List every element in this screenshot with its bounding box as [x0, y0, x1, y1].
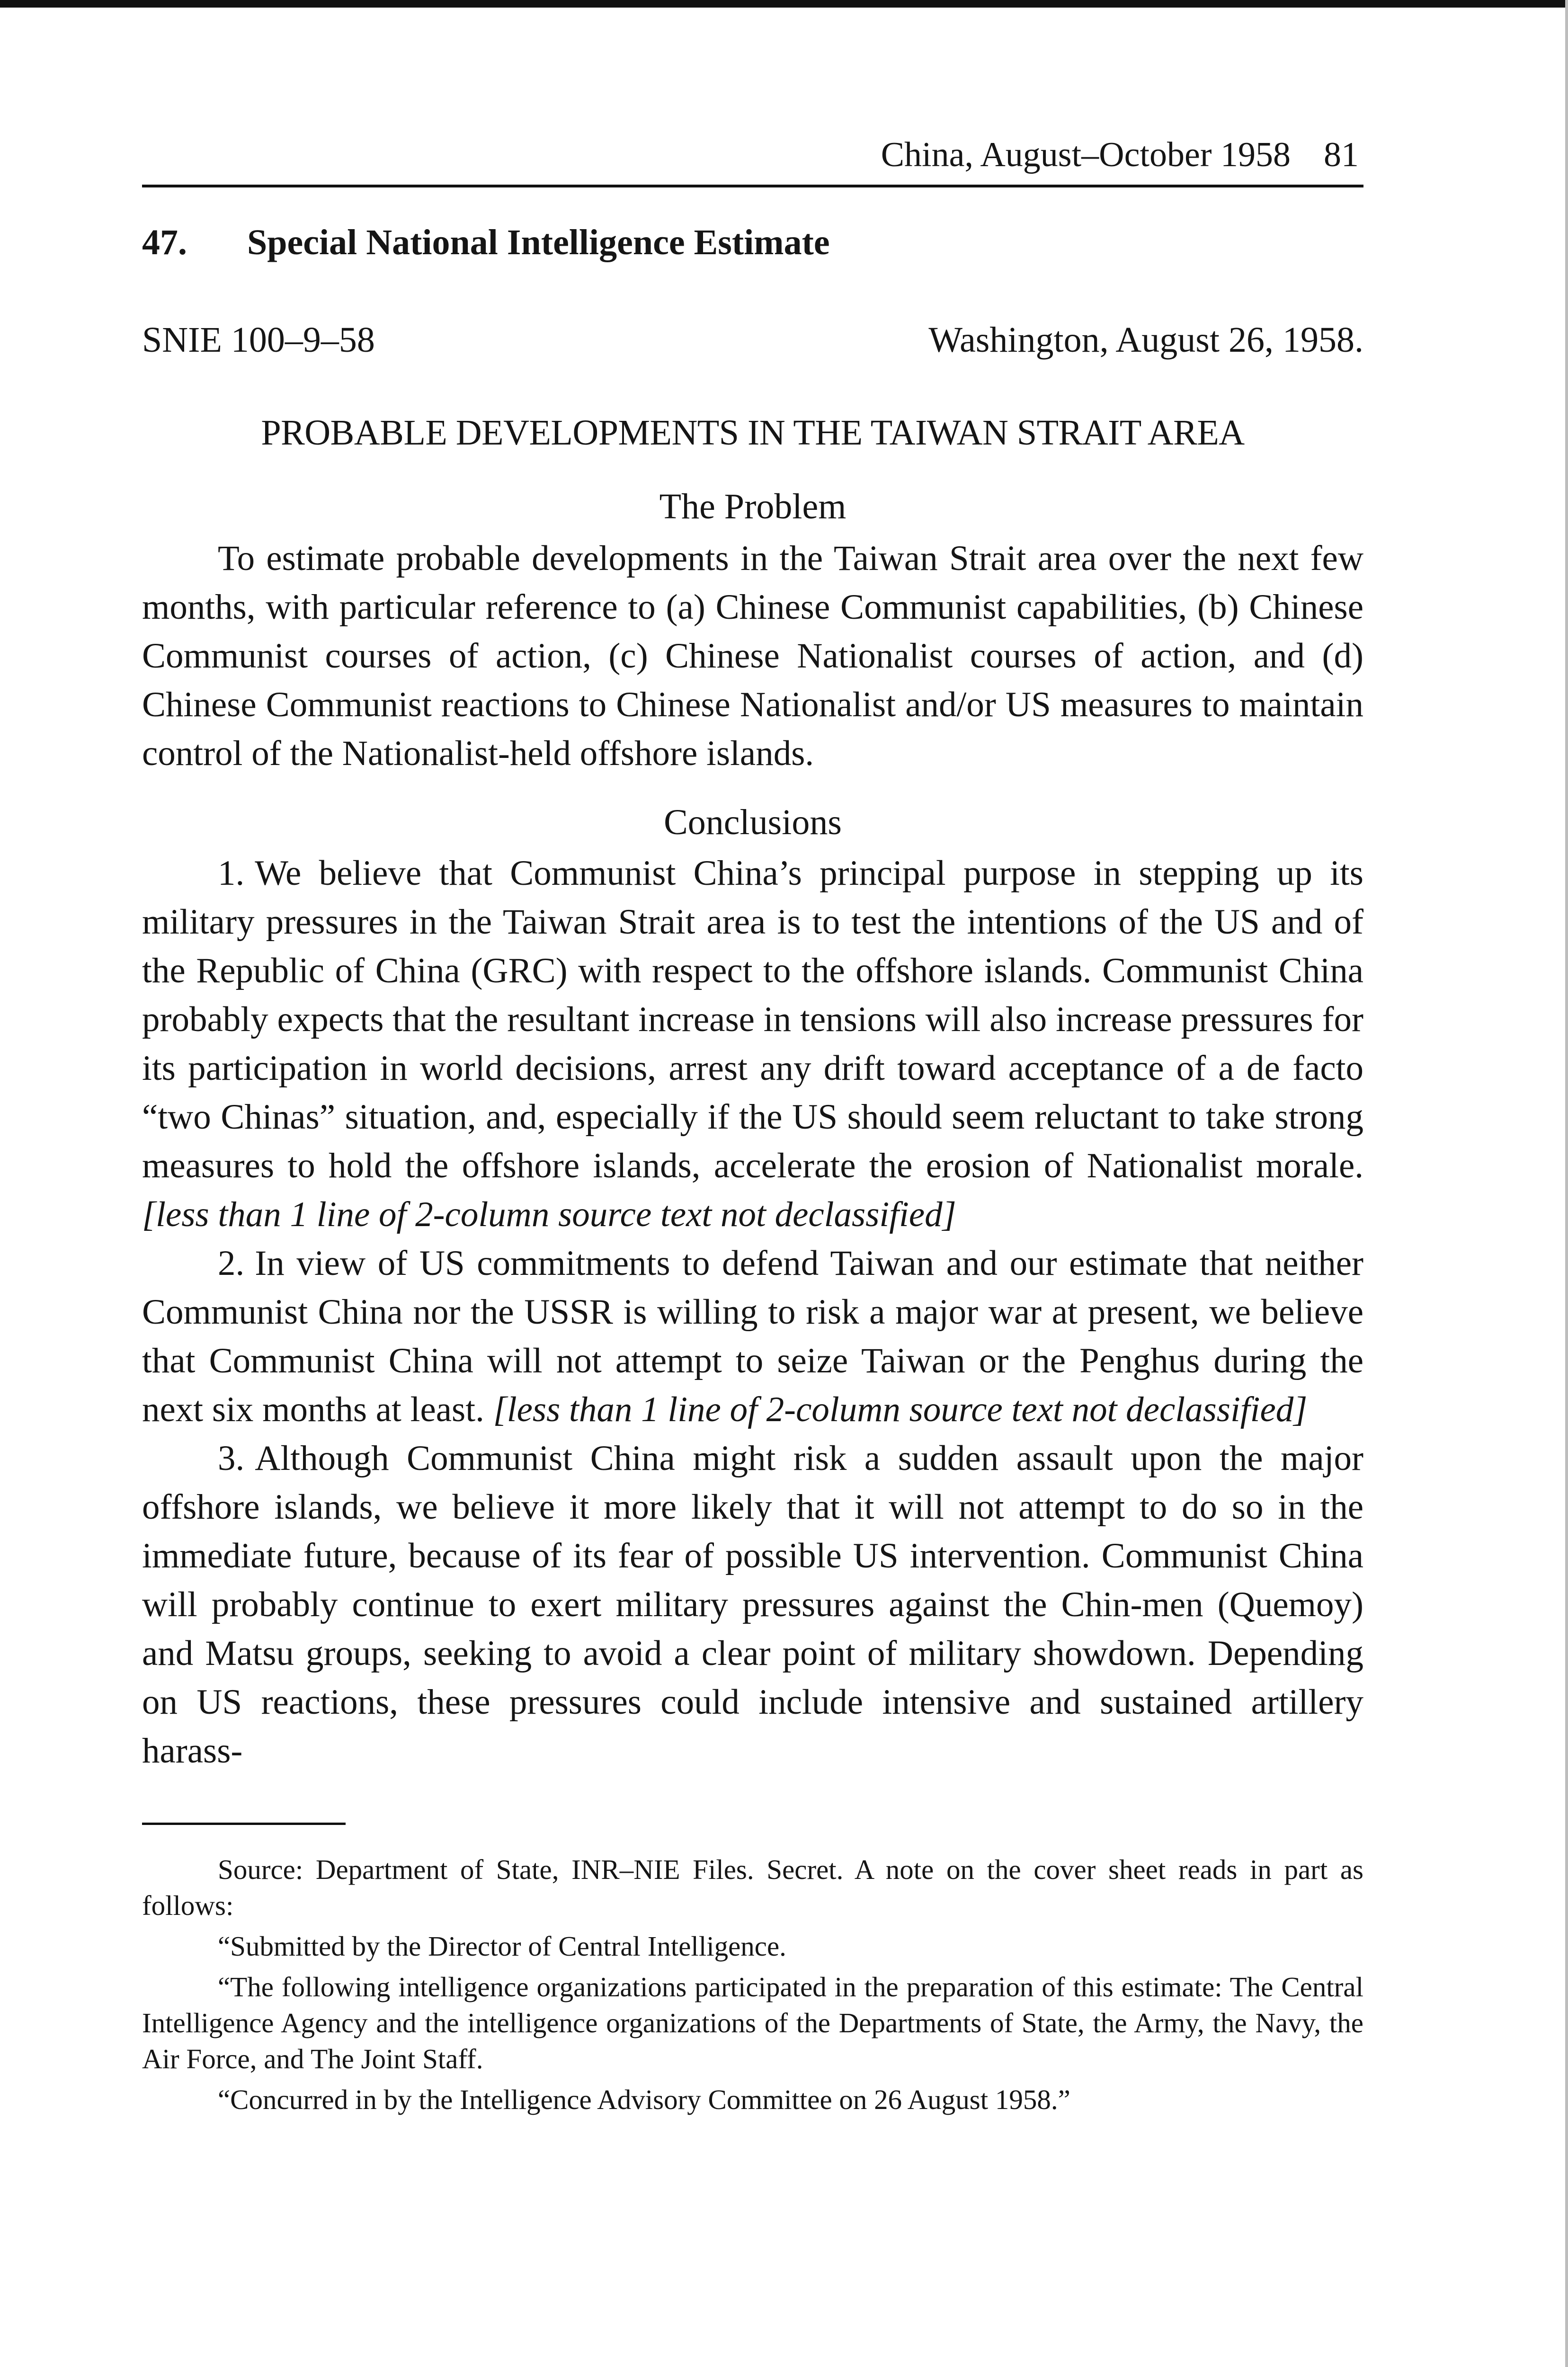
footnote-submitted: “Submitted by the Director of Central Intelligence.: [218, 1931, 786, 1962]
conclusion-paragraph-3: [142, 1434, 1363, 1775]
footnote-concurrence: “Concurred in by the Intelligence Advisory Committee on 26 August 1958.”: [218, 2084, 1070, 2115]
problem-heading: The Problem: [659, 487, 846, 526]
document-number: 47.: [142, 222, 187, 262]
conclusion-number-3: 3.: [218, 1439, 245, 1478]
document-place-date: Washington, August 26, 1958.: [928, 320, 1363, 360]
document-reference-id: SNIE 100–9–58: [142, 320, 375, 360]
running-head: [142, 137, 1363, 172]
footnotes: [142, 1851, 1363, 2118]
problem-paragraph: To estimate probable developments in the Taiwan Strait area over the next few months, with particular reference to (a) Chinese Communist capabilities, (b) Chinese Communist courses of action, (c) Chinese Nationalist courses of action, and (d) Chinese Communist reactions to Chinese Nationalist and/or US measures to maintain control of the Nationalist-held offshore islands.: [142, 539, 1363, 773]
conclusion-number-1: 1.: [218, 854, 245, 893]
document-title: Special National Intelligence Estimate: [247, 222, 830, 262]
footnote-source: Source: Department of State, INR–NIE Files. Secret. A note on the cover sheet reads in part as follows:: [142, 1854, 1363, 1921]
page-number: 81: [1324, 135, 1359, 174]
running-head-title: China, August–October 1958: [881, 135, 1291, 174]
document-page: [142, 137, 1363, 2122]
estimate-title: PROBABLE DEVELOPMENTS IN THE TAIWAN STRAIT AREA: [261, 413, 1245, 453]
declassification-note-1: [less than 1 line of 2-column source text not declassified]: [142, 1195, 956, 1234]
footnote-participants: “The following intelligence organizations participated in the preparation of this estimate: The Central Intelligence Agency and the intelligence organizations of the Departments of State, the Army, the Navy, the Air Force, and The Joint Staff.: [142, 1971, 1363, 2074]
header-rule: [142, 185, 1363, 187]
document-meta: [142, 322, 1363, 358]
conclusion-text-1: We believe that Communist China’s principal purpose in stepping up its military pressures in the Taiwan Strait area is to test the intentions of the US and of the Republic of China (GRC) with respect to the offshore islands. Communist China probably expects that the resultant increase in tensions will also increase pressures for its participation in world decisions, arrest any drift toward acceptance of a de facto “two Chinas” situation, and, especially if the US should seem reluctant to take strong measures to hold the offshore islands, accelerate the erosion of Nationalist morale.: [142, 854, 1363, 1185]
declassification-note-2: [less than 1 line of 2-column source text not declassified]: [493, 1390, 1308, 1429]
conclusion-number-2: 2.: [218, 1244, 245, 1283]
scan-right-edge: [1565, 0, 1568, 2367]
conclusions-heading: Conclusions: [664, 802, 842, 842]
conclusion-text-2: In view of US commitments to defend Taiwan and our estimate that neither Communist China nor the USSR is willing to risk a major war at present, we believe that Communist China will not attempt to seize Taiwan or the Penghus during the next six months at least.: [142, 1244, 1363, 1429]
scan-top-edge: [0, 0, 1568, 8]
document-heading: [142, 224, 1363, 260]
conclusion-paragraph-2: [142, 1239, 1363, 1434]
footnote-rule: [142, 1823, 346, 1825]
conclusion-paragraph-1: [142, 849, 1363, 1239]
conclusion-text-3: Although Communist China might risk a sudden assault upon the major offshore islands, we believe it more likely that it will not attempt to do so in the immediate future, because of its fear of possible US intervention. Communist China will probably continue to exert military pressures against the Chin-men (Quemoy) and Matsu groups, seeking to avoid a clear point of military showdown. Depending on US reactions, these pressures could include intensive and sustained artillery harass-: [142, 1439, 1363, 1771]
